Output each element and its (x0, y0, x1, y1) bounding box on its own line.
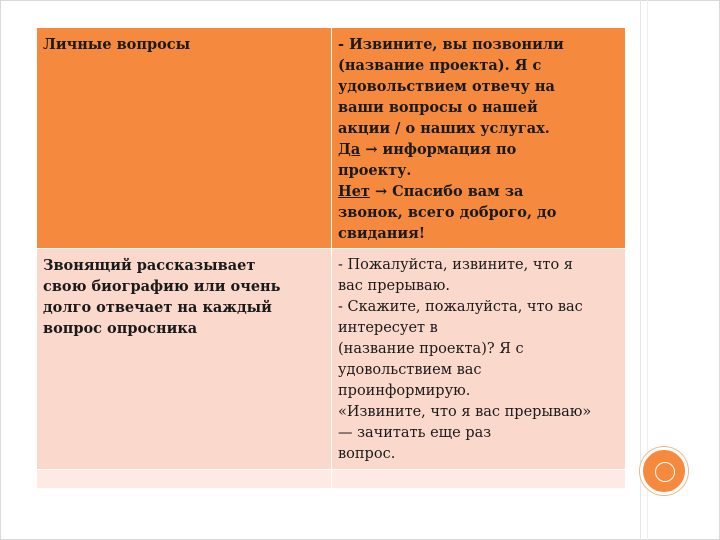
cell-line: (название проекта)? Я с (338, 341, 524, 357)
cell-line: удовольствием вас (338, 362, 482, 378)
table-cell-response (332, 28, 626, 249)
yes-word: Да (338, 141, 361, 158)
script-table (36, 27, 626, 489)
cell-line: вопрос опросника (43, 320, 198, 337)
cell-line: - Извините, вы позвонили (338, 36, 564, 53)
table-cell-empty (37, 470, 332, 489)
cell-line: ваши вопросы о нашей (338, 99, 538, 116)
cell-line: «Извините, что я вас прерываю» (338, 404, 592, 420)
cell-line: Звонящий рассказывает (43, 257, 256, 274)
decorative-circle-icon (640, 447, 688, 495)
table-cell-topic (37, 249, 332, 470)
cell-line: проекту. (338, 162, 412, 179)
table-row (37, 249, 626, 470)
table-row-empty (37, 470, 626, 489)
table-cell-empty (332, 470, 626, 489)
cell-line: свидания! (338, 225, 426, 242)
cell-line: вас прерываю. (338, 278, 450, 294)
cell-line: — зачитать еще раз (338, 425, 492, 441)
cell-line: (название проекта). Я с (338, 57, 542, 74)
cell-line: проинформирую. (338, 383, 471, 399)
cell-line: интересует в (338, 320, 438, 336)
cell-text: Личные вопросы (43, 36, 191, 53)
cell-line-yes (338, 139, 619, 160)
yes-text: → информация по (360, 141, 517, 158)
no-word: Нет (338, 183, 370, 200)
cell-line: долго отвечает на каждый (43, 299, 272, 316)
table-row (37, 28, 626, 249)
cell-line: акции / о наших услугах. (338, 120, 550, 137)
cell-line: - Скажите, пожалуйста, что вас (338, 299, 583, 315)
table-cell-response (332, 249, 626, 470)
cell-line: - Пожалуйста, извините, что я (338, 257, 573, 273)
cell-line: вопрос. (338, 446, 396, 462)
cell-line: свою биографию или очень (43, 278, 281, 295)
cell-line: звонок, всего доброго, до (338, 204, 557, 221)
no-text: → Спасибо вам за (369, 183, 524, 200)
slide-border-line (640, 0, 641, 540)
decorative-inner-ring (655, 462, 675, 482)
cell-line: удовольствием отвечу на (338, 78, 555, 95)
table-cell-topic (37, 28, 332, 249)
cell-line-no (338, 181, 619, 202)
